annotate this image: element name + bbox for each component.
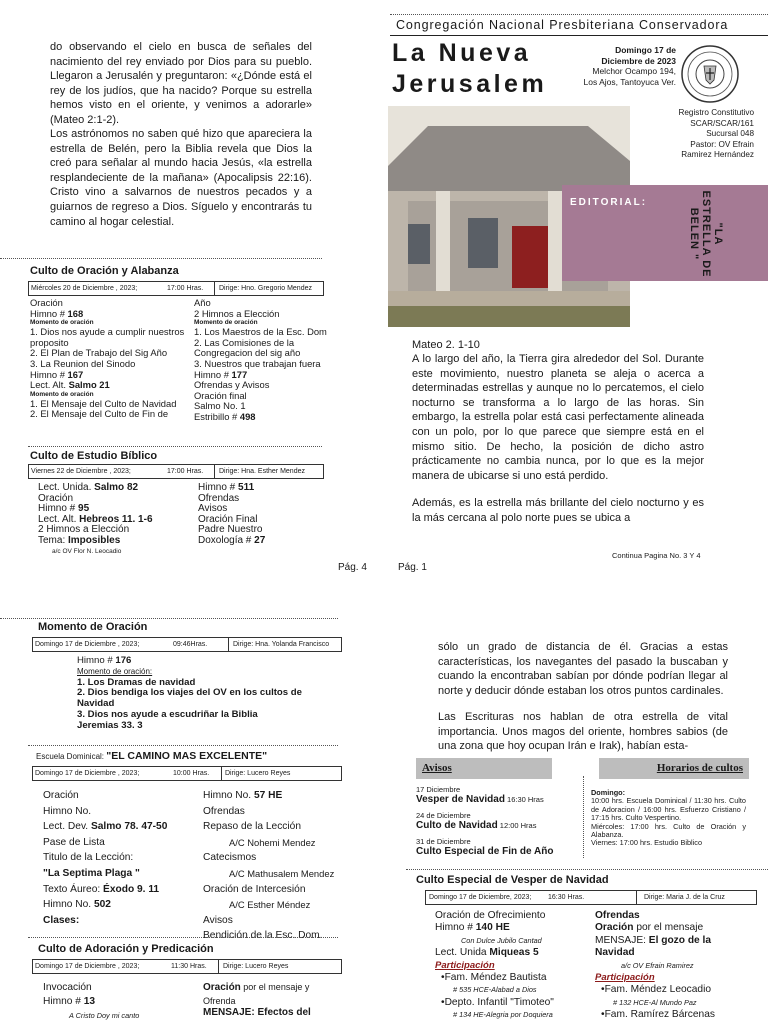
program-item: Ofrendas [198,492,240,504]
address-line: Melchor Ocampo 194, [592,66,676,76]
program-item: Himno # 140 HE [435,922,510,934]
program-item: Avisos [203,914,233,926]
program-left [30,298,200,420]
program-item: 1. Dios nos ayude a cumplir nuestros proposito [30,326,185,348]
service-leader: Dirige: Lucero Reyes [225,770,291,777]
service-date: Miércoles 20 de Diciembre , 2023; [31,285,138,292]
program-item: Lect. Alt. Hebreos 11. 1-6 [38,513,153,525]
program-item: Himno # 176 [77,655,132,666]
registry-line: Registro Constitutivo [678,108,754,117]
registry-info [634,108,754,161]
divider [390,14,768,15]
program-right [194,298,344,423]
program-item: 2 Himnos a Elección [194,307,280,319]
program-item: 2. Dios bendiga los viajes del OV en los cultos de Navidad [77,687,302,710]
congregation-name: Congregación Nacional Presbiteriana Conservadora [396,18,729,32]
program-item: Repaso de la Lección [203,821,301,833]
title-line: La Nueva [392,39,532,67]
program-item: Oración [30,297,63,308]
program-item: Año [194,297,211,308]
sunday-school-heading [36,750,267,762]
program-item: •Fam. Méndez Leocadio [601,984,712,996]
service-leader: Dirige: Lucero Reyes [223,963,289,970]
service-leader: Dirige: Hna. Esther Mendez [219,468,305,475]
program-left [43,788,203,928]
service-leader: Dirige: Maria J. de la Cruz [644,894,725,901]
section-title: Culto de Estudio Bíblico [30,450,158,462]
program-item: Himno No. 57 HE [203,790,283,801]
editorial-title-text: "LA ESTRELLA DE BELEN " [688,190,724,278]
registry-line: Pastor: OV Efrain [690,139,754,149]
program-item: 2. El Mensaje del Culto de Fin de [30,408,169,420]
program-item: Ofrendas y Avisos [194,379,270,391]
program-item: Catecismos [203,852,257,864]
program-subheading: Momento de oración [30,390,94,398]
announcement-item: Vesper de Navidad 16:30 Hras [416,794,544,805]
service-date: Domingo 17 de Diciembre , 2023; [35,963,140,970]
program-item: Oración por el mensaje y Ofrenda [203,982,310,1006]
announcements-header [416,758,552,779]
program-item: Oración [43,790,79,801]
program-item: Lect. Unida. Salmo 82 [38,482,139,493]
announcements-title: Avisos [422,762,452,774]
program-item: Himno # 95 [38,503,90,515]
program-note: A/C Mathusalem Mendez [229,867,335,879]
program-item: Titulo de la Lección: [43,852,134,864]
program-left [435,910,595,1022]
program-item: •Depto. Infantil "Timoteo" [441,996,554,1008]
service-time: 11:30 Hras. [171,963,207,970]
section-title: Culto de Adoración y Predicación [38,943,214,955]
prayer-items [77,656,339,732]
program-note: A/C Esther Méndez [229,899,311,911]
service-time: 17:00 Hras. [167,468,204,475]
schedule-title: Horarios de cultos [656,762,743,774]
program-note: A/C Nohemi Mendez [229,836,316,848]
participation-heading: Participación [595,972,655,984]
service-time: 16:30 Hras. [548,894,585,901]
service-time: 17:00 Hras. [167,285,204,292]
program-item: Tema: Imposibles [38,534,121,546]
title-line: Jerusalem [392,70,548,98]
program-item: Himno # 168 [30,307,84,319]
program-item: Oración por el mensaje [595,922,704,934]
sermon-title: MENSAJE: Efectos del [203,1007,311,1018]
registry-line: Sucursal 048 [706,129,754,138]
program-item: Jeremias 33. 3 [77,719,143,731]
announcements-list [416,785,591,857]
program-item: Doxología # 27 [198,534,266,546]
divider [28,937,338,938]
program-item: Himno # 511 [198,482,255,493]
service-time: 09:46Hras. [173,641,208,648]
continued-note: Continua Pagina No. 3 Y 4 [612,551,701,560]
page-number: Pág. 4 [338,562,367,573]
editorial-title [688,190,766,278]
program-note: # 132 HCE-Al Mundo Paz [613,997,697,1007]
announcement-date: 24 de Diciembre [416,811,471,820]
service-meta [32,766,342,781]
program-subheading: Momento de oración: [77,666,153,676]
program-item: Oración [38,492,74,504]
program-item: Himno # 177 [194,368,248,380]
program-item: Invocación [43,982,92,993]
announcement-date: 31 de Diciembre [416,837,471,846]
program-note: Con Dulce Jubilo Cantad [461,935,542,945]
schedule-list [591,789,746,848]
divider [406,869,768,870]
service-meta [28,281,324,296]
sunday-school-title: "EL CAMINO MAS EXCELENTE" [106,750,268,762]
scripture-reading: Mateo 2. 1-10 [412,339,480,351]
sunday-school-label: Escuela Dominical: [36,752,105,761]
program-subheading: Momento de oración [194,319,258,327]
program-item: 2. Las Comisiones de la Congregacion del sig año [194,336,301,359]
schedule-line: Miércoles: 17:00 hrs. Culto de Oración y Alabanza. [591,821,746,840]
seal-logo [680,44,740,104]
service-meta [32,959,342,974]
divider [28,745,338,746]
program-note: # 535 HCE-Alabad a Dios [453,985,537,995]
program-item: 1. Los Dramas de navidad [77,676,196,688]
program-right [203,788,353,944]
editorial-continued-2: Las Escrituras nos hablan de otra estrella de vital importancia. Unos magos del oriente, hombres sabios (de una zona que hoy ocupan Irán e Irak), habían esta- [438,711,728,753]
program-item: 3. La Reunion del Sinodo [30,357,136,369]
newsletter-title [392,38,547,100]
announcement-date: 17 Diciembre [416,785,461,794]
schedule-line: Viernes: 17:00 hrs. Estudio Biblico [591,838,703,848]
program-item: Lect. Alt. Salmo 21 [30,379,110,391]
program-item: Salmo No. 1 [194,400,246,412]
divider [28,446,322,447]
program-item: Himno No. 502 [43,899,111,911]
program-item: Clases: [43,914,80,926]
program-note: # 134 HE-Alegria por Doquiera [453,1010,553,1020]
service-meta [425,890,757,905]
program-item: 1. El Mensaje del Culto de Navidad [30,397,177,409]
editorial-body: A lo largo del año, la Tierra gira alrededor del Sol. Durante este movimiento, nuestro planeta se aleja o acerca a determinadas estrellas y aunque no lo percatemos, el cielo nocturno se transforma a lo largo de las horas. Sin embargo, la estrella polar está casi perfectamente alineada con un polo, por lo que parece que siempre está en el mismo sitio. De hecho, la posición de dicho astro prácticamente no cambia nunca, por lo que es la mejor manera de ubicarse si uno está perdido. [412,353,704,482]
date-line: Diciembre de 2023 [601,55,676,66]
registry-line: Ramirez Hernández [681,150,754,159]
intro-paragraph: do observando el cielo en busca de señales del nacimiento del rey enviado por Dios para su pueblo. Llegaron a Jerusalén y preguntaron: «¿Dónde está el rey de los judíos, que ha nacido? Porque su estrella hemos visto en el oriente, y venimos a adorarle» (Mateo 2:1-2). [50,41,312,126]
program-item: Lect. Unida Miqueas 5 [435,947,539,959]
participation-heading: Participación [435,959,495,971]
service-meta [32,637,342,652]
program-note: a/c OV Flor N. Leocadio [52,547,122,555]
service-meta [28,464,324,479]
program-subheading: Momento de oración [30,319,94,327]
divider [390,35,768,36]
editorial-body-cont: Además, es la estrella más brillante del cielo nocturno y es la más cercana al polo norte pues se ubica a [412,497,704,524]
section-title: Momento de Oración [38,621,148,633]
service-leader: Dirige: Hno. Gregorio Mendez [219,285,312,292]
announcement-item: Culto de Navidad 12:00 Hras [416,820,537,831]
service-date: Domingo 17 de Diciembre , 2023; [35,770,140,777]
program-item: •Fam. Méndez Bautista [441,972,547,984]
service-date: Domingo 17 de Diciembre, 2023; [429,894,532,901]
section-title: Culto de Oración y Alabanza [30,265,179,277]
lesson-title: "La Septima Plaga " [43,867,140,879]
program-item: 3. Nuestros que trabajan fuera [194,357,321,369]
service-date: Viernes 22 de Diciembre , 2023; [31,468,131,475]
program-item: Ofrendas [595,910,640,921]
page-number: Pág. 1 [398,562,427,573]
program-item: 2 Himnos a Elección [38,524,130,536]
program-item: 3. Dios nos ayude a escudriñar la Biblia [77,708,258,720]
program-item: Estribillo # 498 [194,410,256,422]
column-divider [583,776,584,858]
program-item: Avisos [198,503,228,515]
program-left [43,981,203,1023]
registry-line: SCAR/SCAR/161 [690,118,754,128]
schedule-line: 10:00 hrs. Escuela Dominical / 11:30 hrs. Culto de Adoracion / 16:00 hrs. Esfuerzo Cristiano / 17:15 hrs. Culto Vespertino. [591,796,746,823]
program-item: Himno # 167 [30,368,84,380]
schedule-header [599,758,749,779]
program-item: •Fam. Ramírez Bárcenas [601,1009,715,1021]
program-item: Oración de Ofrecimiento [435,910,546,921]
schedule-day: Domingo: [591,788,626,797]
program-item: Oración de Intercesión [203,883,306,895]
divider [0,258,322,259]
closing-paragraph: Los astrónomos no saben qué hizo que apareciera la estrella de Belén, pero la Biblia revela que Dios la creó para señalar al mundo hacia Jesús, «la estrella resplandeciente de la mañana» (Apocalipsis 22:16). Cristo vino a salvarnos de nuestros pecados y a guiarnos de regreso a Dios. Síguelo y encontrarás tu camino al hogar celestial. [50,128,312,228]
program-note: a/c OV Efrain Ramirez [621,960,694,970]
service-time: 10:00 Hras. [173,770,210,777]
date-line: Domingo 17 de [615,45,676,55]
program-item: Lect. Dev. Salmo 78. 47-50 [43,821,168,833]
program-item: Ofrendas [203,805,245,817]
section-title: Culto Especial de Vesper de Navidad [416,874,609,886]
program-item: 1. Los Maestros de la Esc. Dom [194,326,327,338]
program-item: Himno # 13 [43,996,96,1007]
program-item: Texto Áureo: Éxodo 9. 11 [43,883,160,895]
program-item: Oración final [194,389,247,401]
program-item: 2. El Plan de Trabajo del Sig Año [30,347,168,359]
date-address [548,45,676,87]
program-item: Pase de Lista [43,836,105,848]
program-left [38,483,198,557]
editorial-label: EDITORIAL: [570,197,648,208]
sermon-title: MENSAJE: El gozo de la Navidad [595,934,712,959]
program-note: A Cristo Doy mi canto [69,1011,140,1020]
announcement-item: Culto Especial de Fin de Año [416,846,554,857]
program-item: Padre Nuestro [198,524,263,536]
program-right [198,483,318,547]
divider [0,618,338,619]
program-item: Oración Final [198,513,258,525]
service-leader: Dirige: Hna. Yolanda Francisco [233,641,330,648]
program-item: Himno No. [43,805,92,817]
editorial-continued: sólo un grado de distancia de él. Gracias a estas características, los navegantes del pasado la buscaban y cuando la encontraban sabían por dónde podrían llegar al norte y deducir dónde estaban los otros puntos cardinales. [438,641,728,697]
program-right [203,981,329,1020]
service-date: Domingo 17 de Diciembre , 2023; [35,641,140,648]
program-item: Bendición de la Esc. Dom. [203,930,323,942]
address-line: Los Ajos, Tantoyuca Ver. [583,76,676,87]
program-right [595,910,745,1022]
